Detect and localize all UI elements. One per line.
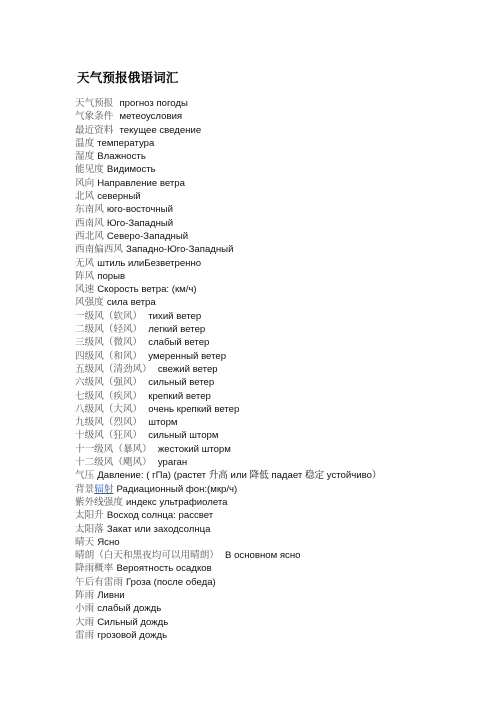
vocab-entry <box>75 350 490 363</box>
vocab-entry <box>75 616 490 629</box>
russian-term: Вероятность осадков <box>116 563 212 575</box>
chinese-term: 二级风（轻风） <box>75 324 143 336</box>
russian-term: Северо-Западный <box>106 230 189 242</box>
vocab-entry <box>75 310 490 323</box>
vocab-entry <box>75 523 490 536</box>
chinese-term: 晴朗（白天和黑夜均可以用晴朗） <box>75 550 219 562</box>
chinese-term: 一级风（软风） <box>75 310 143 322</box>
russian-term: Скорость ветра: (км/ч) <box>97 284 197 296</box>
chinese-term: 能见度 <box>75 164 104 176</box>
russian-term: тихий ветер <box>148 310 202 322</box>
russian-term: Восход солнца: рассвет <box>106 510 214 522</box>
chinese-term: 温度 <box>75 137 95 149</box>
russian-term: Гроза (после обеда) <box>126 576 216 588</box>
chinese-term: 背景 <box>75 483 95 495</box>
russian-term: крепкий ветер <box>148 390 211 402</box>
chinese-term: 气压 <box>75 470 95 482</box>
russian-term: Западно-Юго-Западный <box>126 244 234 256</box>
russian-term: слабый ветер <box>148 337 210 349</box>
chinese-term: 风强度 <box>75 297 104 309</box>
chinese-term: 天气预报 <box>75 98 114 109</box>
russian-term: Направление ветра <box>97 177 185 189</box>
russian-term: легкий ветер <box>148 324 206 336</box>
chinese-term: 东南风 <box>75 204 104 216</box>
chinese-term: 无风 <box>75 257 95 269</box>
page-title: 天气预报俄语词汇 <box>77 70 179 85</box>
russian-term: ураган <box>157 457 188 469</box>
vocabulary-list <box>75 97 490 642</box>
russian-term: юго-восточный <box>106 204 173 216</box>
vocab-entry <box>75 549 490 562</box>
chinese-term: 十二级风（飓风） <box>75 457 152 469</box>
vocab-entry <box>75 230 490 243</box>
vocab-entry <box>75 203 490 216</box>
vocab-entry <box>75 429 490 442</box>
vocab-entry <box>75 363 490 376</box>
chinese-term: 六级风（强风） <box>75 377 143 389</box>
chinese-term: 西北风 <box>75 230 104 242</box>
chinese-term: 湿度 <box>75 151 95 163</box>
chinese-term: 太阳落 <box>75 523 104 535</box>
chinese-term: 晴天 <box>75 536 95 548</box>
chinese-term: 北风 <box>75 191 95 203</box>
russian-term: Радиационный фон:(мкр/ч) <box>116 483 238 495</box>
russian-term: Ливни <box>97 589 125 601</box>
russian-term: порыв <box>97 270 126 282</box>
chinese-term: 最近资料 <box>75 124 114 136</box>
chinese-term: 降雨概率 <box>75 563 114 575</box>
russian-term: сила ветра <box>106 297 156 309</box>
russian-term: Юго-Западный <box>106 217 174 229</box>
vocab-entry <box>75 602 490 615</box>
russian-term: северный <box>97 191 141 203</box>
russian-term: Влажность <box>97 151 146 163</box>
russian-term: слабый дождь <box>97 603 162 615</box>
chinese-term: 七级风（疾风） <box>75 390 143 402</box>
vocab-entry <box>75 296 490 309</box>
russian-term: очень крепкий ветер <box>148 403 240 415</box>
russian-term: свежий ветер <box>157 363 218 375</box>
vocab-entry <box>75 243 490 256</box>
russian-term: индекс ультрафиолета <box>126 496 228 508</box>
chinese-term: 十级风（狂风） <box>75 430 143 442</box>
russian-term: сильный шторм <box>148 430 219 442</box>
russian-term: В основном ясно <box>225 550 301 562</box>
chinese-term: 阵雨 <box>75 589 95 601</box>
chinese-term: 八级风（大风） <box>75 403 143 415</box>
vocab-entry <box>75 496 490 509</box>
russian-term: метеоусловия <box>119 111 183 123</box>
chinese-term: 九级风（烈风） <box>75 417 143 429</box>
vocab-entry <box>75 562 490 575</box>
russian-term: температура <box>97 137 155 149</box>
chinese-term: 三级风（微风） <box>75 337 143 349</box>
chinese-term: 风速 <box>75 284 95 296</box>
vocab-entry <box>75 483 490 496</box>
vocab-entry <box>75 536 490 549</box>
vocab-entry <box>75 150 490 163</box>
vocab-entry <box>75 323 490 336</box>
term-link[interactable]: 辐射 <box>94 483 114 495</box>
russian-term: Закат или заходсолнца <box>106 523 211 535</box>
vocab-entry <box>75 376 490 389</box>
vocab-entry <box>75 110 490 123</box>
chinese-term: 大雨 <box>75 616 95 628</box>
russian-term: сильный ветер <box>148 377 215 389</box>
vocab-entry <box>75 469 490 482</box>
russian-term: грозовой дождь <box>97 629 168 641</box>
russian-term: прогноз погоды <box>119 98 188 109</box>
russian-term: текущее сведение <box>119 124 202 136</box>
vocab-entry <box>75 97 490 110</box>
vocab-entry <box>75 124 490 137</box>
chinese-term: 午后有雷雨 <box>75 576 123 588</box>
chinese-term: 太阳升 <box>75 510 104 522</box>
chinese-term: 气象条件 <box>75 111 114 123</box>
russian-term: шторм <box>148 417 178 429</box>
vocab-entry <box>75 163 490 176</box>
chinese-term: 四级风（和风） <box>75 350 143 362</box>
vocab-entry <box>75 443 490 456</box>
vocab-entry <box>75 283 490 296</box>
russian-term: умеренный ветер <box>148 350 227 362</box>
vocab-entry <box>75 257 490 270</box>
vocab-entry <box>75 589 490 602</box>
vocab-entry <box>75 456 490 469</box>
chinese-term: 阵风 <box>75 270 95 282</box>
chinese-term: 紫外线强度 <box>75 496 123 508</box>
vocab-entry <box>75 177 490 190</box>
russian-term: жестокий шторм <box>157 443 231 455</box>
russian-term: Ясно <box>97 536 120 548</box>
chinese-term: 十一级风（暴风） <box>75 443 152 455</box>
chinese-term: 西南风 <box>75 217 104 229</box>
chinese-term: 小雨 <box>75 603 95 615</box>
vocab-entry <box>75 509 490 522</box>
chinese-term: 五级风（清劲风） <box>75 363 152 375</box>
russian-term: Сильный дождь <box>97 616 169 628</box>
vocab-entry <box>75 416 490 429</box>
russian-term: Видимость <box>106 164 156 176</box>
vocab-entry <box>75 270 490 283</box>
vocab-entry <box>75 137 490 150</box>
chinese-term: 西南偏西风 <box>75 244 123 256</box>
vocab-entry <box>75 403 490 416</box>
vocab-entry <box>75 190 490 203</box>
vocab-entry <box>75 217 490 230</box>
vocab-entry <box>75 576 490 589</box>
vocab-entry <box>75 629 490 642</box>
chinese-term: 雷雨 <box>75 629 95 641</box>
chinese-term: 风向 <box>75 177 95 189</box>
vocab-entry <box>75 336 490 349</box>
russian-term: штиль илиБезветренно <box>97 257 202 269</box>
russian-term: Давление: ( гПа) (растет 升高 или 降低 падает 稳定 устойчиво） <box>97 470 382 482</box>
vocab-entry <box>75 390 490 403</box>
